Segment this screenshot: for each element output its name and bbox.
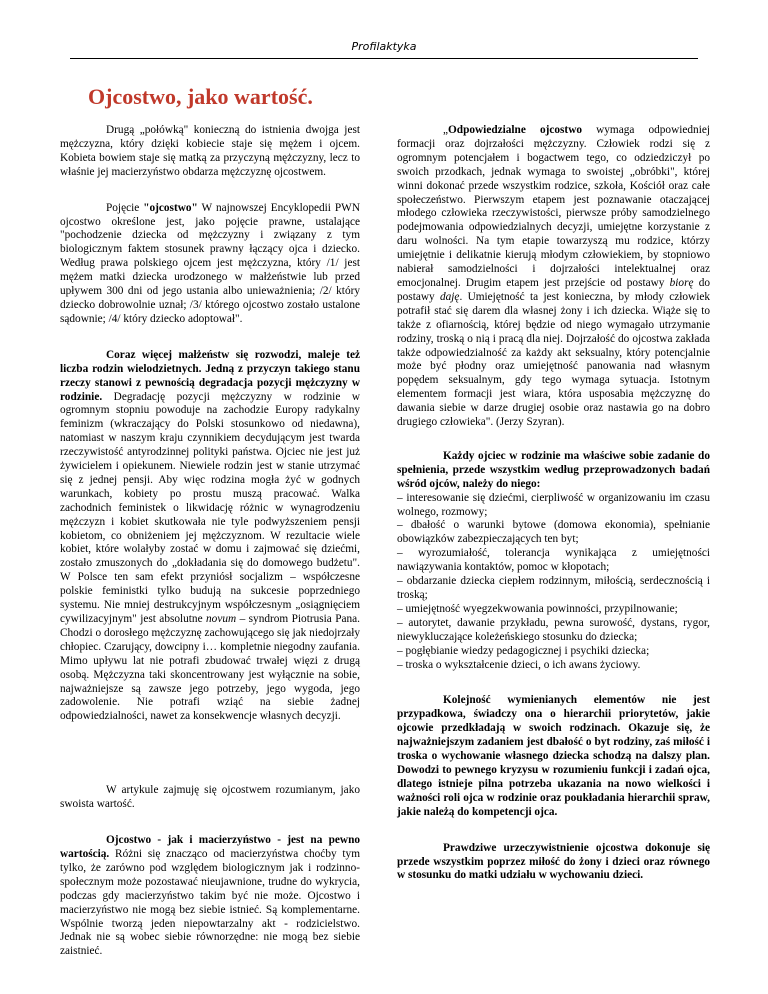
divorce-lead: Coraz więcej małżeństw się rozwodzi, maleje też liczba rodzin wielodzietnych. Jedną z przyczyn takiego stanu rzeczy stanowi z pewnością degradacja pozycji mężczyzny w rodzinie. bbox=[60, 348, 360, 403]
list-item: – autorytet, dawanie przykładu, pewna surowość, dystans, rygor, niewykluczające koleżeńskiego stosunku do dziecka; bbox=[397, 616, 710, 643]
value-lead: Ojcostwo - jak i macierzyństwo - jest na pewno wartością. bbox=[60, 834, 360, 860]
list-item: – wyrozumiałość, tolerancja wynikająca z umiejętności nawiązywania kontaktów, pomoc w kłopotach; bbox=[397, 547, 710, 574]
quote-text-b: do postawy bbox=[397, 276, 710, 303]
header-divider bbox=[70, 58, 698, 59]
quote-italic-give: daję bbox=[439, 290, 460, 303]
order-paragraph bbox=[397, 694, 710, 819]
list-item: – dbałość o warunki bytowe (domowa ekonomia), spełnianie obowiązków zabezpieczających ten byt; bbox=[397, 519, 710, 546]
definition-lead: Pojęcie bbox=[106, 201, 144, 214]
divorce-text-b: – syndrom Piotrusia Pana. Chodzi o dorosłego mężczyznę zachowującego się jak niedojrzały chłopiec. Czarujący, dowcipny i… kompletnie niegodny zaufania. Mimo upływu lat nie potrafi zbudować trwałej więzi z drugą osobą. Mężczyzna taki skoncentrowany jest wyłącznie na sobie, najważniejsze są zawsze jego potrzeby, jego wygoda, jego zadowolenie. Nie potrafi wziąć na siebie żadnej odpowiedzialności, nawet za konsekwencje własnych decyzji. bbox=[60, 613, 361, 723]
final-paragraph bbox=[397, 842, 710, 884]
divorce-italic: novum bbox=[206, 613, 237, 625]
article-title: Ojcostwo, jako wartość. bbox=[88, 84, 313, 109]
list-item: – pogłębianie wiedzy pedagogicznej i psychiki dziecka; bbox=[397, 644, 650, 657]
value-paragraph bbox=[60, 834, 360, 959]
quote-paragraph bbox=[397, 124, 710, 430]
left-column bbox=[60, 124, 360, 959]
intro-paragraph: Drugą „połówką" konieczną do istnienia dwojga jest mężczyzna, który dzięki kobiecie staje się mężem i ojcem. Kobieta bowiem staje się matką za przyczyną mężczyzny, lecz to właśnie jej macierzyństwo obdarza mężczyznę ojcostwem. bbox=[60, 124, 360, 178]
divorce-text-a: Degradację pozycji mężczyzny w rodzinie w ogromnym stopniu powoduje na zachodzie Europy radykalny feminizm (wkraczający do Polski stosunkowo od niedawna), natomiast w naszym kraju czynnikiem decydującym jest twarda rzeczywistość antyrodzinnej polityki państwa. Ojciec nie jest już żywicielem i opiekunem. Niewiele rodzin jest w stanie utrzymać się z jednej pensji. Aby więc rodzina mogła żyć w godnych warunkach, kobiety po prostu muszą pracować. Walka zachodnich feministek o likwidację różnic w wynagrodzeniu mężczyzn i kobiet skutkowała nie tyle podwyższeniem pensji kobietom, co obniżeniem jej mężczyznom. W rezultacie wiele kobiet, które wolałyby zostać w domu i zajmować się dziećmi, zostało zmuszonych do „dokładania się do domowego budżetu". W Polsce ten sam efekt przyniósł socjalizm – współczesne polskie feministki tylko budują na sukcesie poprzedniego systemu. Nie mniej destrukcyjnym współczesnym „osiągnięciem cywilizacyjnym" jest absolutne bbox=[60, 390, 360, 625]
quote-term: Odpowiedzialne ojcostwo bbox=[448, 124, 582, 136]
tasks-intro bbox=[397, 450, 710, 492]
definition-text: W najnowszej Encyklopedii PWN ojcostwo określone jest, jako pojęcie prawne, ustalające "pochodzenie dziecka od mężczyzny i związany z tym biologicznym faktem stosunek prawny łączący ojca i dziecko. Według prawa polskiego ojcem jest mężczyzna, który /1/ jest mężem matki dziecka urodzonego w małżeństwie lub przed upływem 300 dni od jego ustania albo unieważnienia; /2/ który dziecko dobrowolnie uznał; /3/ którego ojcostwo zostało ustalone sądownie; /4/ który dziecko adoptował". bbox=[60, 201, 360, 325]
definition-term: "ojcostwo" bbox=[143, 201, 198, 214]
tasks-intro-text: Każdy ojciec w rodzinie ma właściwe sobie zadanie do spełnienia, przede wszystkim według przeprowadzonych badań wśród ojców, należy do niego: bbox=[397, 449, 710, 490]
definition-paragraph bbox=[60, 202, 360, 327]
list-item: – troska o wykształcenie dzieci, o ich awans życiowy. bbox=[397, 658, 641, 671]
running-header: Profilaktyka bbox=[351, 40, 417, 53]
tasks-list bbox=[397, 492, 710, 673]
value-text: Różni się znacząco od macierzyństwa choćby tym tylko, że zarówno pod względem biologicznym jak i rodzinno-społecznym może pozostawać nieujawnione, trudne do wykrycia, podczas gdy macierzyństwo takim być nie może. Ojcostwo i macierzyństwo nie mogą bez siebie istnieć. Są komplementarne. Wspólnie tworzą jeden niepowtarzalny akt - rodzicielstwo. Jednak nie są wobec siebie równorzędne: nie mogą bez siebie zaistnieć. bbox=[60, 847, 360, 958]
quote-text-a: wymaga odpowiedniej formacji oraz dojrzałości mężczyzny. Człowiek rodzi się z ogromnym potencjałem i bogactwem tego, co odziedziczył po swoich przodkach, jednak wymaga to swoistej „obróbki", której winni dokonać przede wszystkim rodzice, szkoła, Kościół oraz całe społeczeństwo. Pierwszym etapem jest poznawanie otaczającej młodego człowieka rzeczywistości, pierwsze próby samodzielnego podejmowania odpowiedzialnych decyzji, umiejętne korzystanie z daru wolności. Na tym etapie towarzyszą mu rodzice, którzy umiejętnie i delikatnie kierują młodym człowiekiem, by stopniowo nabierał samodzielności i dojrzałości intelektualnej oraz emocjonalnej. Drugim etapem jest przejście od postawy bbox=[397, 124, 710, 289]
right-column bbox=[397, 124, 710, 883]
topic-paragraph: W artykule zajmuję się ojcostwem rozumianym, jako swoista wartość. bbox=[60, 784, 360, 811]
quote-italic-take: biorę bbox=[669, 276, 694, 289]
list-item: – interesowanie się dziećmi, cierpliwość w organizowaniu im czasu wolnego, rozmowy; bbox=[397, 491, 710, 518]
order-text: Kolejność wymienianych elementów nie jest przypadkowa, świadczy ona o hierarchii priorytetów, jakie ojcowie przedkładają w swoich rodzinach. Okazuje się, że najważniejszym zadaniem jest dbałość o byt rodziny, zaś miłość i troska o wychowanie własnego dziecka schodzą na dalszy plan. Dowodzi to pewnego kryzysu w rozumieniu funkcji i zadań ojca, dlatego istnieje pilna potrzeba ukazania na nowo wielkości i ważności roli ojca w rodzinie oraz poukładania hierarchii spraw, jakie należą do kompetencji ojca. bbox=[397, 694, 710, 818]
list-item: – obdarzanie dziecka ciepłem rodzinnym, miłością, serdecznością i troską; bbox=[397, 575, 710, 601]
divorce-paragraph bbox=[60, 349, 360, 724]
final-text: Prawdziwe urzeczywistnienie ojcostwa dokonuje się przede wszystkim poprzez miłość do żony i dzieci oraz równego w stosunku do matki udziału w wychowaniu dzieci. bbox=[397, 841, 710, 882]
list-item: – umiejętność wyegzekwowania powinności, przypilnowanie; bbox=[397, 602, 678, 615]
quote-open: „ bbox=[443, 124, 449, 136]
quote-text-c: . Umiejętność ta jest konieczna, by młody człowiek potrafił stać się darem dla własnej żony i ich dziecka. Wiąże się to także z ofiarnością, której będzie od niego wymagało utrzymanie rodziny, troską o nią i pracą dla niej. Dojrzałość do ojcostwa zakłada także odpowiedzialność za każdy akt seksualny, który potencjalnie może być płodny oraz umiejętność panowania nad własnym popędem seksualnym, gdy tego wymaga sytuacja. Istotnym elementem formacji jest wiara, która usposabia mężczyznę do dawania siebie w darze drugiej osobie oraz nastawia go na dobro drugiego człowieka". (Jerzy Szyran). bbox=[397, 290, 710, 429]
